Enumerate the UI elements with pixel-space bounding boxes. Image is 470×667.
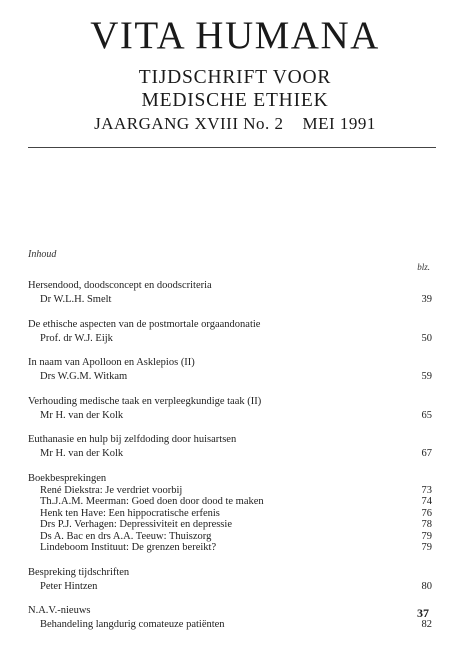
toc-entry-text: Behandeling langdurig comateuze patiënten [40,619,225,630]
toc-entry [28,508,432,520]
toc-section-title: Hersendood, doodsconcept en doodscriteria [28,280,212,291]
toc-entry-text: Drs P.J. Verhagen: Depressiviteit en depressie [40,519,232,530]
toc-section [28,357,432,383]
toc-entry-page: 67 [421,448,432,459]
toc-entry-text: Dr W.L.H. Smelt [40,294,112,305]
toc-entry-page: 78 [421,519,432,530]
toc-section-title: Verhouding medische taak en verpleegkundige taak (II) [28,395,262,407]
toc-entry [28,294,432,306]
toc-entry-text: Ds A. Bac en drs A.A. Teeuw: Thuiszorg [40,530,212,542]
toc-entry-page: 74 [421,496,432,507]
toc-section [28,280,432,306]
toc-entry-page: 79 [421,530,432,542]
toc-entry-page: 59 [421,371,432,382]
toc-section-title: Euthanasie en hulp bij zelfdoding door huisartsen [28,434,237,445]
page-column-label: blz. [417,262,430,272]
toc-entry-text: Henk ten Have: Een hippocratische erfenis [40,507,220,519]
toc-entry-page: 79 [421,542,432,553]
toc-entry-page: 50 [421,332,432,344]
toc-section-title: N.A.V.-nieuws [28,605,91,616]
toc-section [28,567,432,593]
journal-title: VITA HUMANA [90,14,380,57]
issue-line: JAARGANG XVIII No. 2 MEI 1991 [94,114,376,133]
toc-entry [28,448,432,460]
toc-section [28,319,432,345]
journal-subtitle-2: MEDISCHE ETHIEK [141,90,329,111]
toc-entry [28,485,432,497]
toc-section [28,605,432,631]
toc-entry-page: 73 [421,484,432,496]
toc-entry [28,531,432,543]
toc-entry-text: Mr H. van der Kolk [40,448,124,459]
toc-entry [28,333,432,345]
toc-heading: Inhoud [28,249,57,260]
toc-entry [28,542,432,554]
toc-section-title: Boekbesprekingen [28,472,107,484]
toc-entry-page: 39 [421,294,432,305]
journal-subtitle-1: TIJDSCHRIFT VOOR [138,67,332,88]
toc-entry-text: Drs W.G.M. Witkam [40,371,128,382]
toc-entry-text: Peter Hintzen [40,580,98,592]
toc-section [28,434,432,460]
toc-entry-page: 80 [421,580,432,592]
toc-entry-page: 65 [421,409,432,421]
toc-section-title: De ethische aspecten van de postmortale orgaandonatie [28,318,261,330]
table-of-contents [28,280,432,644]
toc-section-title: Bespreking tijdschriften [28,566,130,578]
toc-entry-text: Th.J.A.M. Meerman: Goed doen door dood te maken [40,496,264,507]
toc-entry [28,581,432,593]
toc-section [28,473,432,554]
toc-entry [28,619,432,631]
toc-entry-text: Lindeboom Instituut: De grenzen bereikt? [40,542,217,553]
toc-entry-page: 76 [421,507,432,519]
toc-entry [28,410,432,422]
header-divider [28,147,436,148]
toc-section-title: In naam van Apolloon en Asklepios (II) [28,357,195,368]
toc-entry-page: 82 [421,619,432,630]
toc-section [28,396,432,422]
toc-entry [28,519,432,531]
toc-entry [28,496,432,508]
toc-entry-text: Mr H. van der Kolk [40,409,124,421]
toc-entry-text: René Diekstra: Je verdriet voorbij [40,484,183,496]
toc-entry-text: Prof. dr W.J. Eijk [40,332,113,344]
toc-entry [28,371,432,383]
page-number: 37 [417,606,429,620]
